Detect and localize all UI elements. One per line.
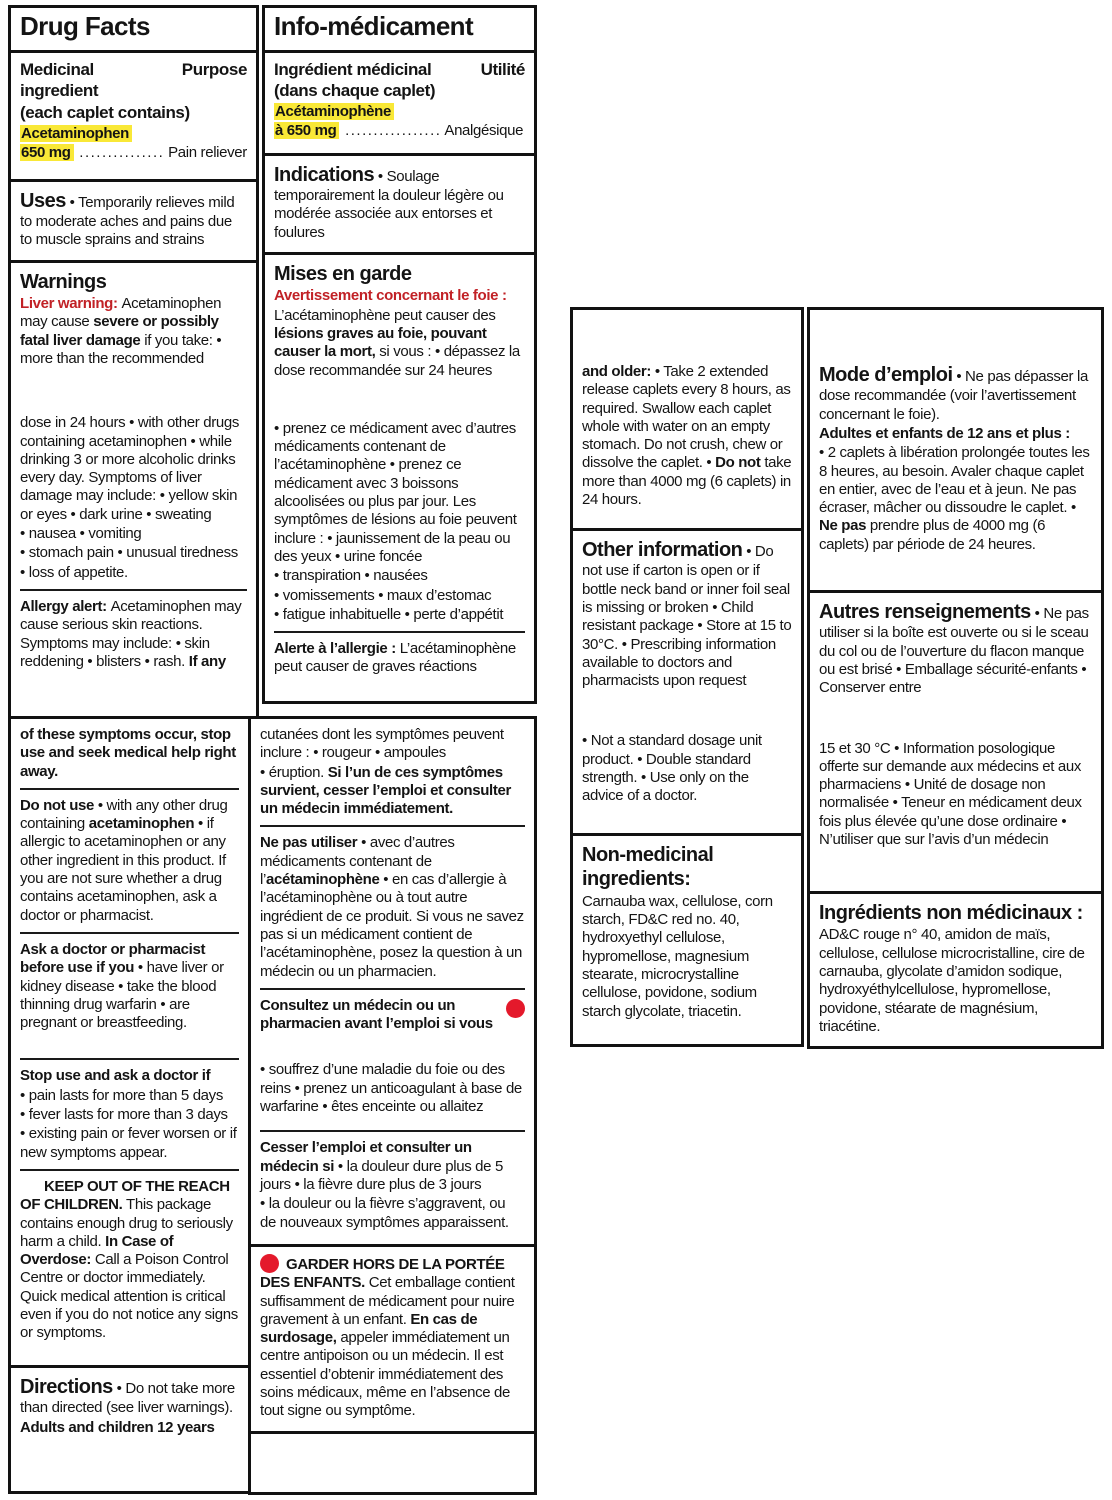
- paragraph: [260, 1254, 525, 1421]
- text-segment: Adultes et enfants de 12 ans et plus :: [819, 424, 1070, 442]
- paragraph: [582, 538, 792, 690]
- text-segment: • fatigue inhabituelle • perte d’appétit: [274, 605, 504, 623]
- text-segment: Ingrédient médicinal: [274, 59, 432, 79]
- paragraph: [20, 11, 247, 43]
- text-segment: Mode d’emploi: [819, 364, 953, 386]
- text-segment: Info-médicament: [274, 11, 474, 41]
- paragraph: [20, 189, 247, 250]
- divider: [260, 988, 525, 990]
- mode-emploi-panel-french: [807, 307, 1104, 1049]
- text-segment: Indications: [274, 163, 375, 186]
- section-box: [248, 1431, 537, 1495]
- text-segment: • Not a standard dosage unit product. • Double standard strength. • Use only on the advice of a doctor.: [582, 732, 762, 805]
- text-segment: • fever lasts for more than 3 days: [20, 1106, 228, 1124]
- paragraph: [274, 122, 525, 140]
- directions-continued-panel-english: [570, 307, 804, 1047]
- paragraph: [20, 270, 247, 294]
- paragraph: [260, 834, 525, 980]
- text-segment: si vous : • dépassez la dose recommandée sur 24 heures: [274, 343, 520, 379]
- text-segment: ...............: [73, 144, 165, 162]
- section-box: [8, 260, 259, 738]
- divider: [20, 1058, 239, 1060]
- text-segment: Do not: [715, 454, 761, 472]
- text-segment: (each caplet contains): [20, 103, 190, 123]
- paragraph: [819, 363, 1092, 424]
- paragraph: [20, 81, 247, 102]
- text-segment: Analgésique: [441, 122, 524, 140]
- text-segment: Alerte à l’allergie :: [274, 640, 400, 658]
- text-segment: • Ne pas utiliser si la boîte est ouverte ou si le sceau du col ou de l’ouverture du flacon manque ou est brisé • Emballage sécurité-enfants • Conserver entre: [819, 605, 1089, 697]
- text-segment: prendre plus de 4000 mg (6 caplets) par période de 24 heures.: [819, 517, 1046, 553]
- text-segment: KEEP OUT OF THE REACH OF CHILDREN.: [20, 1177, 230, 1214]
- section-box: [8, 716, 251, 1368]
- paragraph: [819, 926, 1092, 1036]
- red-dot-icon: [506, 999, 525, 1018]
- section-box: [262, 252, 537, 704]
- text-segment: • souffrez d’une maladie du foie ou des reins • prenez un anticoagulant à base de warfarine • êtes enceinte ou allaitez: [260, 1061, 522, 1116]
- text-segment: if you take: • more than the recommended: [20, 331, 222, 367]
- divider: [20, 1169, 239, 1171]
- text-segment: ingredient: [20, 81, 99, 101]
- paragraph: [20, 144, 247, 162]
- paragraph: [20, 941, 239, 1032]
- section-box: [807, 590, 1104, 894]
- paragraph: [20, 726, 239, 781]
- paragraph: [274, 606, 525, 624]
- paragraph: [260, 997, 525, 1034]
- paragraph: [20, 544, 247, 562]
- text-segment: • Do not take more than directed (see liver warnings).: [20, 1380, 235, 1417]
- paragraph: [20, 1125, 239, 1162]
- divider: [274, 631, 525, 633]
- paragraph: [582, 732, 792, 805]
- paragraph: [274, 587, 525, 605]
- paragraph: [274, 567, 525, 585]
- section-box: [8, 5, 259, 53]
- paragraph: [260, 1195, 525, 1232]
- text-segment: L’acétaminophène peut causer des: [274, 306, 496, 324]
- warnings-continued-panel-english: [8, 716, 251, 1494]
- text-segment: • la douleur dure plus de 5 jours • la fièvre dure plus de 3 jours: [260, 1157, 503, 1193]
- text-segment: • if allergic to acetaminophen or any other ingredient in this product. If you are not sure whether a drug contains acetaminophen, ask a doctor or pharmacist.: [20, 815, 226, 924]
- text-segment: Medicinal: [20, 59, 94, 79]
- text-segment: (dans chaque caplet): [274, 81, 436, 101]
- divider: [260, 1130, 525, 1132]
- text-segment: Call a Poison Control Centre or doctor immediately. Quick medical attention is critical even if you do not notice any signs or symptoms.: [20, 1251, 238, 1342]
- paragraph: [582, 363, 792, 509]
- section-box: [262, 50, 537, 156]
- paragraph: [20, 598, 247, 671]
- text-segment: Stop use and ask a doctor if: [20, 1067, 211, 1085]
- divider: [260, 825, 525, 827]
- paragraph: [20, 125, 247, 143]
- text-segment: • nausea • vomiting: [20, 525, 142, 543]
- paragraph: [274, 287, 525, 305]
- text-segment: Cesser l’emploi et consulter un médecin si: [260, 1139, 472, 1175]
- text-segment: Acetaminophen may cause serious skin reactions. Symptoms may include: • skin reddening • blisters • rash.: [20, 597, 242, 670]
- text-segment: • avec d’autres médicaments contenant de l’: [260, 834, 455, 889]
- text-segment: à 650 mg: [274, 122, 339, 139]
- text-segment: Drug Facts: [20, 11, 150, 41]
- text-segment: Si l’un de ces symptômes survient, cesser l’emploi et consulter un médecin immédiatement.: [260, 763, 511, 818]
- paragraph: [20, 1106, 239, 1124]
- text-segment: • have liver or kidney disease • take the blood thinning drug warfarin • are pregnant or breastfeeding.: [20, 959, 224, 1032]
- text-segment: and older:: [582, 363, 652, 380]
- divider: [20, 932, 239, 934]
- text-segment: Ne pas: [819, 517, 867, 535]
- text-segment: Acetaminophen may cause: [20, 295, 222, 331]
- section-box: [570, 833, 804, 1047]
- divider: [20, 589, 247, 591]
- text-segment: • Soulage temporairement la douleur légère ou modérée associée aux entorses et foulures: [274, 167, 504, 241]
- text-segment: This package contains enough drug to seriously harm a child.: [20, 1196, 233, 1250]
- text-segment: .................: [339, 122, 442, 140]
- section-box: [570, 528, 804, 836]
- paragraph: [819, 425, 1092, 443]
- text-segment: acétaminophène: [265, 871, 380, 889]
- section-box: [248, 1244, 537, 1434]
- paragraph: [274, 81, 525, 102]
- text-segment: • loss of appetite.: [20, 563, 128, 581]
- paragraph: [274, 640, 525, 677]
- paragraph: [274, 11, 525, 43]
- paragraph: [819, 740, 1092, 850]
- section-box: [570, 307, 804, 531]
- text-segment: Do not use: [20, 796, 94, 814]
- info-medicament-panel-french: [262, 5, 537, 704]
- paragraph: [274, 307, 525, 380]
- text-segment: take more than 4000 mg (6 caplets) in 24 hours.: [582, 454, 792, 509]
- warnings-continued-panel-french: [248, 716, 537, 1495]
- text-segment: Directions: [20, 1376, 113, 1398]
- text-segment: Other information: [582, 539, 743, 561]
- section-box: [8, 179, 259, 263]
- text-segment: acetaminophen: [88, 815, 195, 833]
- text-segment: • with any other drug containing: [20, 796, 228, 833]
- text-segment: Acétaminophène: [274, 103, 394, 120]
- section-box: [807, 891, 1104, 1049]
- paragraph: [260, 1061, 525, 1116]
- paragraph: [260, 764, 525, 819]
- text-segment: lésions graves au foie, pouvant causer la mort,: [274, 324, 487, 361]
- paragraph: [819, 901, 1092, 925]
- paragraph: [582, 843, 792, 892]
- paragraph: [20, 1375, 239, 1418]
- text-segment: • Ne pas dépasser la dose recommandée (voir l’avertissement concernant le foie).: [819, 368, 1088, 423]
- text-segment: Utilité: [480, 59, 525, 79]
- paragraph: [20, 60, 247, 81]
- text-segment: severe or possibly fatal liver damage: [20, 313, 219, 349]
- text-segment: Ingrédients non médicinaux :: [819, 902, 1083, 924]
- text-segment: • éruption.: [260, 763, 328, 781]
- text-segment: En cas de surdosage,: [260, 1310, 478, 1347]
- paragraph: [274, 262, 525, 286]
- paragraph: [20, 414, 247, 524]
- paragraph: [20, 564, 247, 582]
- text-segment: Allergy alert:: [20, 597, 111, 615]
- text-segment: GARDER HORS DE LA PORTÉE DES ENFANTS.: [260, 1256, 505, 1292]
- paragraph: [274, 103, 525, 121]
- paragraph: [819, 600, 1092, 698]
- paragraph: [20, 1419, 239, 1437]
- text-segment: Carnauba wax, cellulose, corn starch, FD&C red no. 40, hydroxyethyl cellulose, hypromellose, magnesium stearate, microcrystalline cellulose, povidone, sodium starch glycolate, triacetin.: [582, 892, 773, 1020]
- text-segment: 650 mg: [20, 144, 74, 161]
- paragraph: [20, 1087, 239, 1105]
- text-segment: Uses: [20, 189, 66, 212]
- text-segment: Autres renseignements: [819, 601, 1031, 623]
- paragraph: [260, 726, 525, 763]
- paragraph: [260, 1139, 525, 1194]
- divider: [20, 788, 239, 790]
- paragraph: [20, 295, 247, 368]
- text-segment: • pain lasts for more than 5 days: [20, 1086, 223, 1104]
- section-box: [807, 307, 1104, 593]
- text-segment: • transpiration • nausées: [274, 567, 428, 585]
- text-segment: • Take 2 extended release caplets every 8 hours, as required. Swallow each caplet whole with water on an empty stomach. Do not crush, chew or dissolve the caplet. •: [582, 363, 791, 472]
- paragraph: [20, 797, 239, 925]
- text-segment: Purpose: [181, 59, 247, 79]
- text-segment: AD&C rouge n° 40, amidon de maïs, cellulose, cellulose microcristalline, cire de carnauba, glycolate d’amidon sodique, hydroxyéthylcellulose, hypromellose, povidone, stéarate de magnésium, triacétine.: [819, 926, 1085, 1035]
- text-segment: • Do not use if carton is open or if bottle neck band or inner foil seal is missing or broken • Child resistant package • Store at 15 to 30°C. • Prescribing information available to doctors and pharmacists upon request: [582, 543, 792, 690]
- paragraph: [274, 163, 525, 242]
- paragraph: [274, 60, 525, 81]
- text-segment: Warnings: [20, 270, 107, 293]
- paragraph: [20, 525, 247, 543]
- text-segment: Consultez un médecin ou un pharmacien avant l’emploi si vous: [260, 996, 493, 1033]
- paragraph: [20, 1067, 239, 1085]
- text-segment: Avertissement concernant le foie :: [274, 287, 507, 305]
- text-segment: Mises en garde: [274, 263, 412, 285]
- paragraph: [274, 420, 525, 566]
- text-segment: Acetaminophen: [20, 125, 132, 142]
- text-segment: • vomissements • maux d’estomac: [274, 586, 492, 604]
- paragraph: [20, 103, 247, 124]
- text-segment: Non-medicinal ingredients:: [582, 844, 714, 891]
- text-segment: Liver warning:: [20, 295, 122, 313]
- text-segment: Ask a doctor or pharmacist before use if you: [20, 940, 206, 977]
- paragraph: [819, 444, 1092, 554]
- section-box: [248, 716, 537, 1247]
- paragraph: [20, 1178, 239, 1343]
- section-box: [8, 50, 259, 182]
- text-segment: • existing pain or fever worsen or if new symptoms appear.: [20, 1125, 237, 1161]
- text-segment: Pain reliever: [164, 144, 247, 162]
- text-segment: Adults and children 12 years: [20, 1418, 215, 1436]
- section-box: [262, 5, 537, 53]
- text-segment: 15 et 30 °C • Information posologique offerte sur demande aux médecins et aux pharmaciens • Unité de dosage non normalisée • Teneur en médicament deux fois plus élevée qu’une dose ordinaire • N’utiliser que sur l’avis d’un médecin: [819, 739, 1082, 849]
- text-segment: • en cas d’allergie à l’acétaminophène ou à tout autre ingrédient de ce produit. Si vous ne savez pas si un médicament contient de l’acétaminophène, posez la question à un médecin ou un pharmacien.: [260, 871, 524, 980]
- text-segment: cutanées dont les symptômes peuvent inclure : • rougeur • ampoules: [260, 726, 504, 762]
- paragraph: [582, 893, 792, 1021]
- text-segment: appeler immédiatement un centre antipoison ou un médecin. Il est essentiel d’obtenir immédiatement des soins médicaux, même en l’absence de tout signe ou symptôme.: [260, 1329, 511, 1420]
- section-box: [262, 153, 537, 255]
- text-segment: • Temporarily relieves mild to moderate aches and pains due to muscle sprains and strains: [20, 193, 235, 249]
- text-segment: Cet emballage contient suffisamment de médicament pour nuire gravement à un enfant.: [260, 1274, 515, 1328]
- text-segment: If any: [188, 652, 226, 670]
- text-segment: of these symptoms occur, stop use and seek medical help right away.: [20, 726, 236, 780]
- text-segment: Ne pas utiliser: [260, 834, 358, 852]
- drug-facts-panel-english: [8, 5, 259, 738]
- text-segment: • stomach pain • unusual tiredness: [20, 544, 238, 562]
- text-segment: In Case of Overdose:: [20, 1232, 174, 1269]
- text-segment: • la douleur ou la fièvre s’aggravent, ou de nouveaux symptômes apparaissent.: [260, 1195, 509, 1231]
- section-box: [8, 1365, 251, 1494]
- text-segment: • prenez ce médicament avec d’autres médicaments contenant de l’acétaminophène • prenez ce médicament avec 3 boissons alcoolisées ou plus par jour. Les symptômes de lésions au foie peuvent inclure : • jaunissement de la peau ou des yeux • urine foncée: [274, 419, 517, 565]
- text-segment: L’acétaminophène peut causer de graves réactions: [274, 640, 516, 676]
- red-dot-icon: [260, 1254, 279, 1273]
- text-segment: • 2 caplets à libération prolongée toutes les 8 heures, au besoin. Avaler chaque caplet en entier, avec de l’eau et à jeun. Ne pas écraser, mâcher ou dissoudre le caplet. •: [819, 444, 1090, 517]
- text-segment: dose in 24 hours • with other drugs containing acetaminophen • while drinking 3 or more alcoholic drinks every day. Symptoms of liver damage may include: • yellow skin or eyes • dark urine • sweating: [20, 414, 239, 523]
